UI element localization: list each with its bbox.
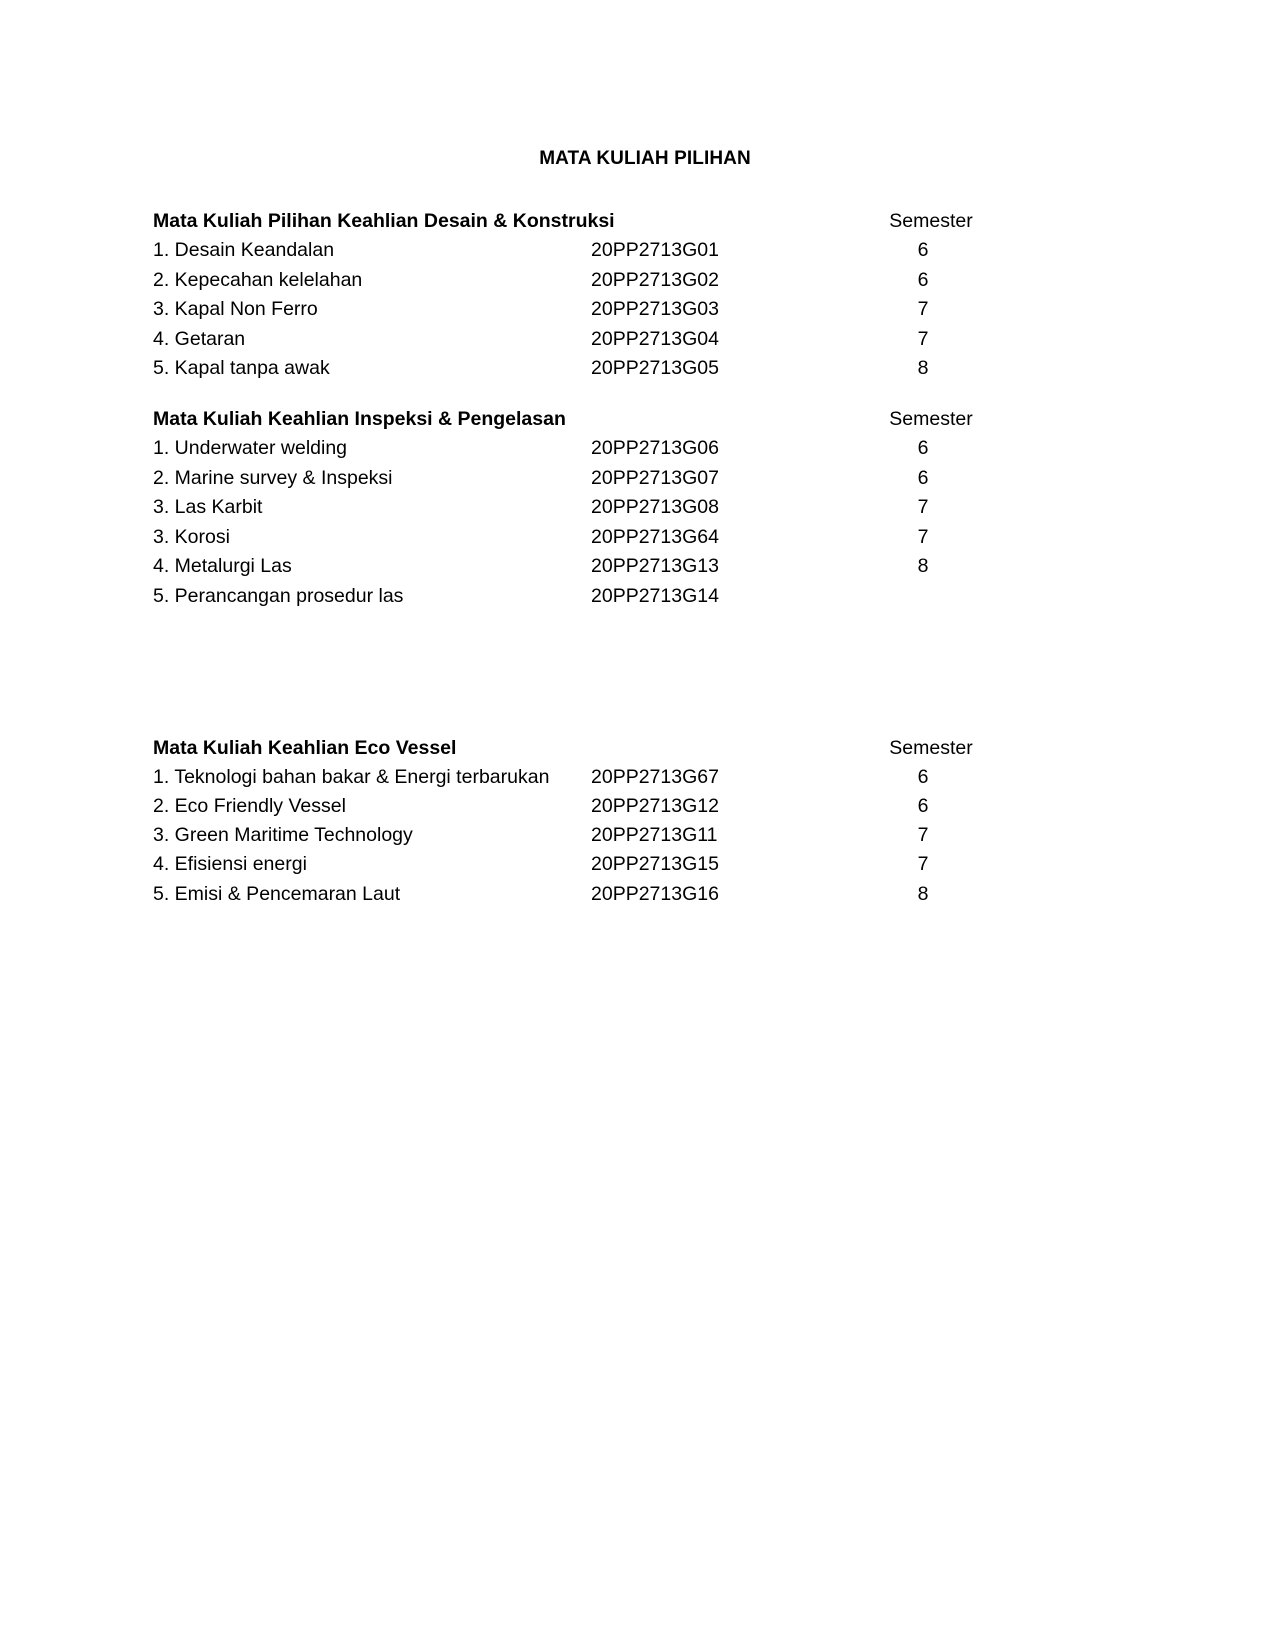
course-code: 20PP2713G08 — [591, 496, 719, 519]
course-name: 4. Getaran — [153, 327, 246, 350]
course-name: 2. Kepecahan kelelahan — [153, 268, 363, 291]
table-row — [153, 325, 1041, 355]
section-heading-row — [153, 206, 1041, 236]
course-code: 20PP2713G12 — [591, 794, 719, 817]
table-row — [153, 792, 1041, 821]
table-row — [153, 523, 1041, 553]
section-eco-vessel — [153, 734, 1041, 909]
course-code: 20PP2713G14 — [591, 584, 719, 607]
course-code: 20PP2713G67 — [591, 765, 719, 788]
course-name: 5. Perancangan prosedur las — [153, 584, 404, 607]
course-name: 3. Kapal Non Ferro — [153, 298, 318, 321]
table-row — [153, 850, 1041, 879]
course-name: 3. Las Karbit — [153, 496, 263, 519]
course-name: 3. Green Maritime Technology — [153, 824, 413, 847]
table-row — [153, 821, 1041, 850]
section-heading: Mata Kuliah Keahlian Inspeksi & Pengelasan — [153, 407, 566, 430]
course-semester: 8 — [917, 882, 929, 905]
table-row — [153, 552, 1041, 582]
course-name: 3. Korosi — [153, 525, 230, 548]
course-code: 20PP2713G07 — [591, 466, 719, 489]
table-row — [153, 434, 1041, 464]
course-semester: 6 — [917, 794, 929, 817]
course-code: 20PP2713G06 — [591, 436, 719, 459]
course-semester: 6 — [917, 239, 929, 261]
course-semester: 7 — [917, 327, 929, 350]
course-semester: 8 — [917, 357, 929, 380]
course-semester: 7 — [917, 824, 929, 847]
course-code: 20PP2713G05 — [591, 357, 719, 380]
semester-column-header: Semester — [889, 407, 973, 430]
course-name: 1. Desain Keandalan — [153, 239, 335, 261]
section-spacer — [153, 384, 1041, 404]
course-code: 20PP2713G11 — [591, 824, 718, 847]
table-row — [153, 266, 1041, 296]
section-heading-row — [153, 404, 1041, 434]
course-semester: 7 — [917, 525, 929, 548]
table-row — [153, 354, 1041, 384]
table-row — [153, 763, 1041, 792]
course-list-container — [153, 206, 1041, 909]
course-semester: 6 — [917, 466, 929, 489]
course-code: 20PP2713G01 — [591, 239, 719, 261]
course-semester: 7 — [917, 853, 929, 876]
course-code: 20PP2713G64 — [591, 525, 719, 548]
course-code: 20PP2713G04 — [591, 327, 719, 350]
course-semester: 6 — [917, 268, 929, 291]
course-semester: 6 — [917, 765, 929, 788]
section-heading-row — [153, 734, 1041, 763]
page-title: MATA KULIAH PILIHAN — [539, 148, 751, 169]
section-heading: Mata Kuliah Keahlian Eco Vessel — [153, 736, 457, 759]
course-semester: 6 — [917, 436, 929, 459]
table-row — [153, 295, 1041, 325]
course-name: 1. Underwater welding — [153, 436, 348, 459]
course-code: 20PP2713G16 — [591, 882, 719, 905]
course-code: 20PP2713G02 — [591, 268, 719, 291]
semester-column-header: Semester — [889, 736, 973, 759]
course-name: 5. Kapal tanpa awak — [153, 357, 330, 380]
table-row — [153, 582, 1041, 612]
table-row — [153, 236, 1041, 266]
table-row — [153, 464, 1041, 494]
course-code: 20PP2713G13 — [591, 555, 719, 578]
course-code: 20PP2713G15 — [591, 853, 719, 876]
table-row — [153, 493, 1041, 523]
course-name: 2. Eco Friendly Vessel — [153, 794, 346, 817]
section-desain-konstruksi — [153, 206, 1041, 384]
course-name: 1. Teknologi bahan bakar & Energi terbarukan — [153, 765, 550, 788]
course-name: 4. Metalurgi Las — [153, 555, 292, 578]
table-row — [153, 880, 1041, 909]
course-semester: 7 — [917, 298, 929, 321]
course-name: 2. Marine survey & Inspeksi — [153, 466, 393, 489]
course-name: 4. Efisiensi energi — [153, 853, 307, 876]
section-spacer — [153, 612, 1041, 734]
course-code: 20PP2713G03 — [591, 298, 719, 321]
section-inspeksi-pengelasan — [153, 404, 1041, 612]
course-semester: 8 — [917, 555, 929, 578]
course-name: 5. Emisi & Pencemaran Laut — [153, 882, 401, 905]
section-heading: Mata Kuliah Pilihan Keahlian Desain & Konstruksi — [153, 210, 615, 232]
course-semester: 7 — [917, 496, 929, 519]
semester-column-header: Semester — [889, 210, 973, 232]
